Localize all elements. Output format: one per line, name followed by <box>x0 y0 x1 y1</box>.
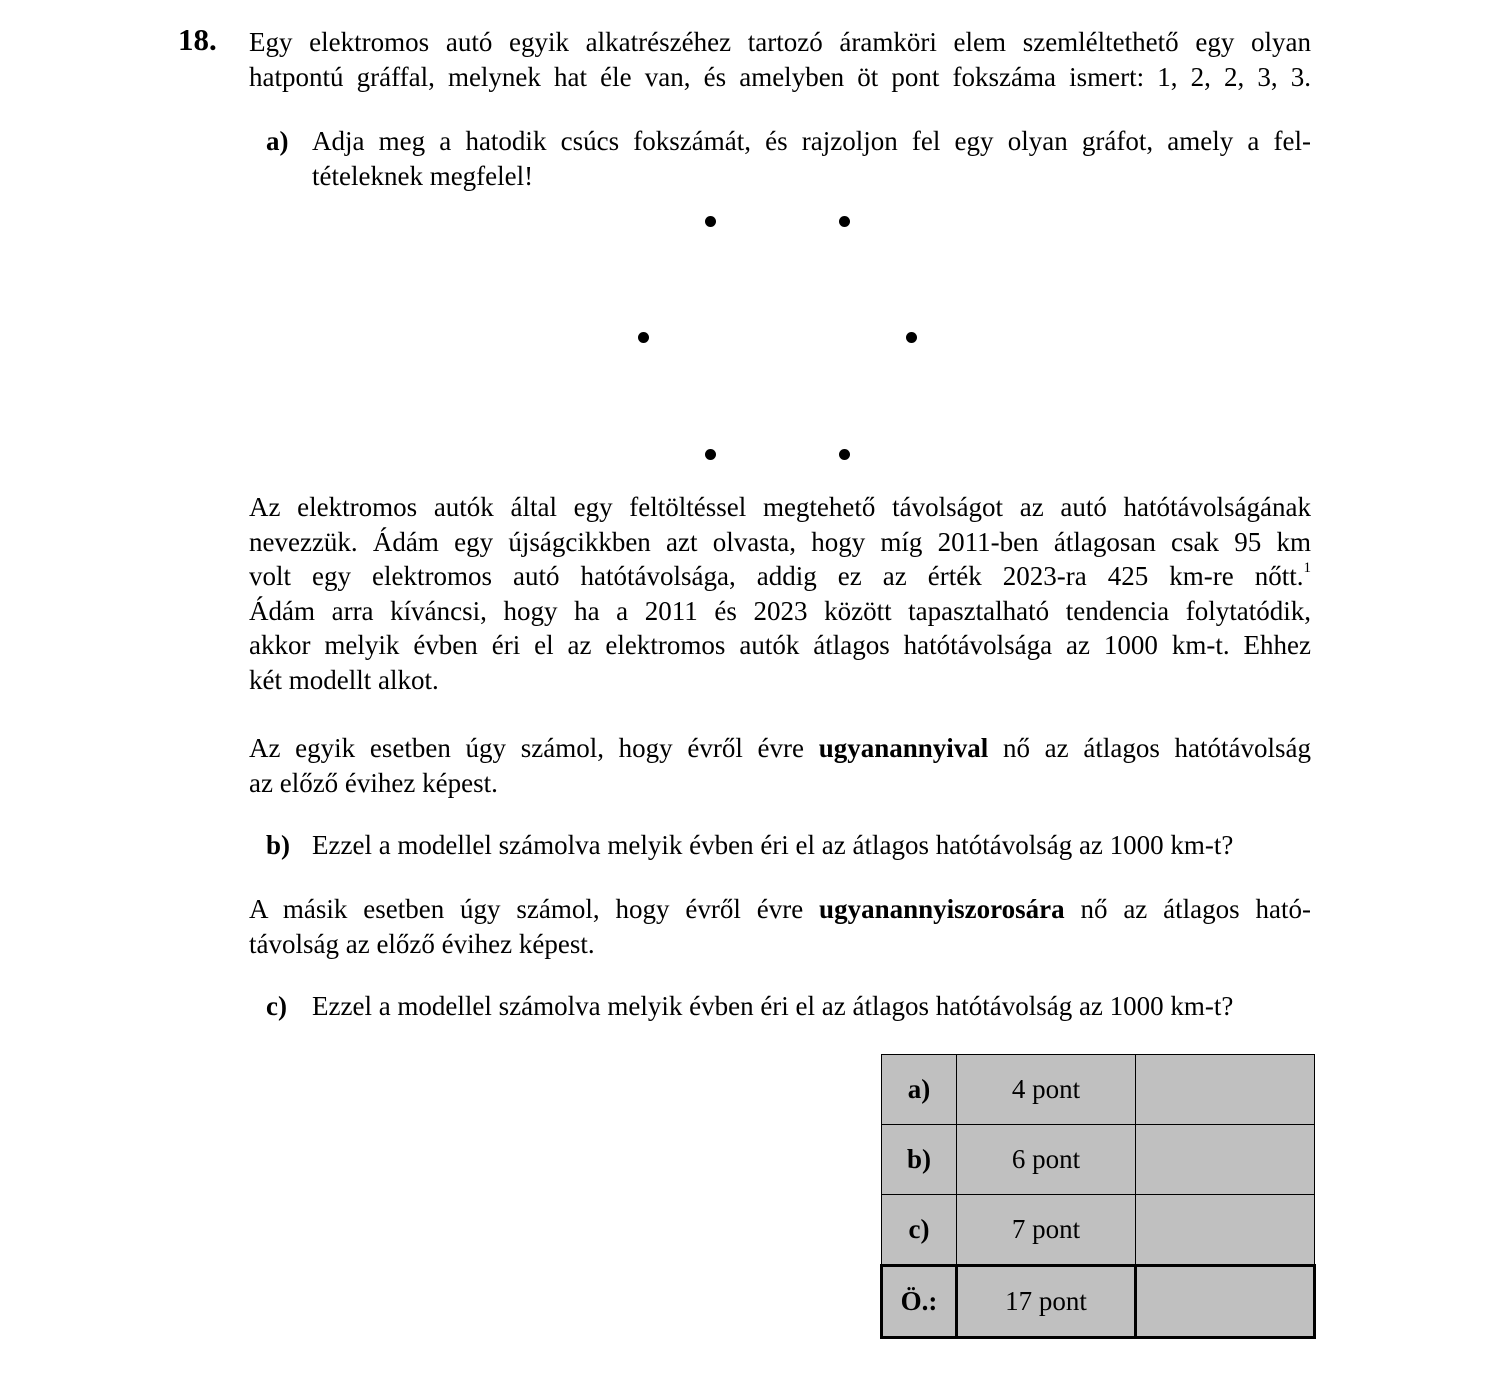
score-blank-cell[interactable] <box>1136 1055 1315 1125</box>
model2-paragraph <box>249 892 1311 961</box>
score-blank-cell[interactable] <box>1136 1195 1315 1266</box>
model2-after: nő az átlagos ható- <box>1064 894 1311 924</box>
part-b-text: Ezzel a modellel számolva melyik évben éri el az átlagos hatótávolság az 1000 km-t? <box>312 830 1234 860</box>
context-paragraph <box>249 490 1311 697</box>
graph-vertex <box>839 449 850 460</box>
part-a-label: a) <box>266 126 289 156</box>
part-c-label: c) <box>266 991 287 1021</box>
score-total-blank-cell[interactable] <box>1136 1266 1315 1338</box>
model2-line-1-wrap <box>249 892 1311 927</box>
part-a-line-2: tételeknek megfelel! <box>312 160 534 191</box>
graph-vertex <box>705 216 716 227</box>
intro-line-2: hatpontú gráffal, melynek hat éle van, és amelyben öt pont fokszáma ismert: 1, 2, 2, 3, 3. <box>249 61 1311 92</box>
model1-paragraph <box>249 731 1311 800</box>
score-points: 7 pont <box>957 1195 1136 1266</box>
intro-line-1: Egy elektromos autó egyik alkatrészéhez tartozó áramköri elem szemléltethető egy olyan <box>249 27 1311 57</box>
score-total-points: 17 pont <box>957 1266 1136 1338</box>
score-label: c) <box>882 1195 957 1266</box>
score-total-label: Ö.: <box>882 1266 957 1338</box>
graph-vertex <box>839 216 850 227</box>
part-a-line-1: Adja meg a hatodik csúcs fokszámát, és rajzoljon fel egy olyan gráfot, amely a fel- <box>312 126 1311 156</box>
score-points: 6 pont <box>957 1125 1136 1195</box>
model2-bold: ugyanannyiszorosára <box>819 894 1065 924</box>
score-row-c <box>882 1195 1315 1266</box>
context-line-3-wrap <box>249 559 1311 594</box>
score-blank-cell[interactable] <box>1136 1125 1315 1195</box>
score-row-b <box>882 1125 1315 1195</box>
graph-vertex <box>638 332 649 343</box>
model1-line-1-wrap <box>249 731 1311 766</box>
model1-after: nő az átlagos hatótávolság <box>988 733 1311 763</box>
score-points: 4 pont <box>957 1055 1136 1125</box>
model2-before: A másik esetben úgy számol, hogy évről évre <box>249 894 820 924</box>
part-a <box>266 124 1311 193</box>
graph-vertex <box>906 332 917 343</box>
footnote-mark: 1 <box>1303 560 1311 576</box>
context-line-2: nevezzük. Ádám egy újságcikkben azt olvasta, hogy míg 2011-ben átlagosan csak 95 km <box>249 526 1311 557</box>
model2-line-2: távolság az előző évihez képest. <box>249 928 595 959</box>
part-c-text: Ezzel a modellel számolva melyik évben éri el az átlagos hatótávolság az 1000 km-t? <box>312 991 1234 1021</box>
score-row-a <box>882 1055 1315 1125</box>
problem-number: 18. <box>178 22 217 57</box>
context-line-1: Az elektromos autók által egy feltöltéssel megtehető távolságot az autó hatótávolságának <box>249 492 1311 522</box>
context-line-6: két modellt alkot. <box>249 664 439 695</box>
part-c <box>266 989 1311 1024</box>
context-line-4: Ádám arra kíváncsi, hogy ha a 2011 és 2023 között tapasztalható tendencia folytatódik, <box>249 595 1311 626</box>
score-label: a) <box>882 1055 957 1125</box>
graph-vertex <box>705 449 716 460</box>
context-line-5: akkor melyik évben éri el az elektromos autók átlagos hatótávolsága az 1000 km-t. Ehhez <box>249 630 1311 660</box>
score-label: b) <box>882 1125 957 1195</box>
model1-before: Az egyik esetben úgy számol, hogy évről évre <box>249 733 819 763</box>
context-line-3: volt egy elektromos autó hatótávolsága, addig ez az érték 2023-ra 425 km-re nőtt. <box>249 561 1304 591</box>
score-row-total <box>882 1266 1315 1338</box>
model1-bold: ugyanannyival <box>818 733 989 763</box>
part-b-label: b) <box>266 830 291 860</box>
part-a-text <box>312 124 1311 193</box>
problem-intro <box>249 25 1311 94</box>
model1-line-2: az előző évihez képest. <box>249 767 498 798</box>
score-table <box>880 1054 1316 1339</box>
part-b <box>266 828 1311 863</box>
